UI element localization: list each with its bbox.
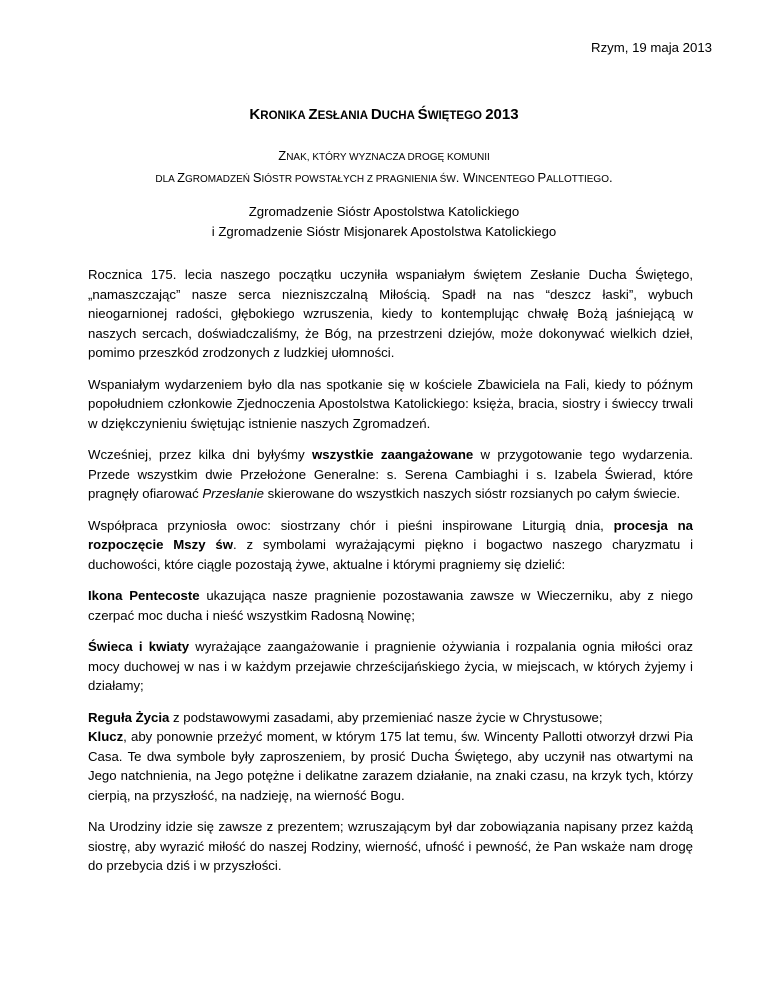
subtitle-l2-b: Z [177,170,186,185]
p6-text: wyrażające zaangażowanie i pragnienie ożywiania i rozpalania ognia miłości oraz mocy duchowej w nas i w każdym przejawie chrześcijańskiego życia, w miejscach, w których żyjemy i działamy; [88,639,693,693]
paragraph-5 [88,586,693,625]
paragraph-2: Wspaniałym wydarzeniem było dla nas spotkanie się w kościele Zbawiciela na Fali, kiedy to późnym popołudniem członkowie Zjednoczenia Apostolstwa Katolickiego: księża, bracia, siostry i świeccy trwali w dziękczynieniu świętując istnienie naszych Zgromadzeń. [88,376,693,431]
title-year: 2013 [485,106,519,123]
title-d-cap: D [370,106,382,123]
title-z-rest: ESŁANIA [317,110,371,122]
subtitle-l2-a: DLA [155,174,178,185]
subtitle-l2-h: P [537,170,547,185]
subtitle-l1-rest: NAK, KTÓRY WYZNACZA DROGĘ KOMUNII [286,152,490,163]
subtitle-l2-c: GROMADZEŃ [185,174,253,185]
subtitle-line-2 [0,168,768,190]
p3-text-a: Wcześniej, przez kilka dni byłyśmy [88,447,313,462]
title-s-rest: WIĘTEGO [427,110,486,122]
p7-bold: Reguła Życia [88,709,170,725]
p5-bold: Ikona Pentecoste [88,588,200,603]
title-z-cap: Z [308,106,318,123]
subtitle-l2-e: IÓSTR POWSTAŁYCH Z PRAGNIENIA ŚW [261,174,456,185]
title-d-rest: UCHA [381,110,418,122]
congregation-line-2: i Zgromadzenie Sióstr Misjonarek Apostolstwa Katolickiego [211,224,557,239]
p4-bold: procesja na rozpoczęcie Mszy św [88,517,693,552]
p6-bold: Świeca i kwiaty [88,639,190,654]
paragraph-7 [88,708,693,728]
paragraph-6 [88,637,693,696]
subtitle-l1-cap: Z [278,148,287,163]
subtitle-l2-g: INCENTEGO [475,174,538,185]
subtitle-line-1 [0,146,768,168]
p3-bold: wszystkie zaangażowane [312,447,474,462]
title-k-rest: RONIKA [260,110,309,122]
paragraph-8 [88,727,693,805]
p8-bold: Klucz [88,729,124,744]
subtitle-l2-j: . [608,170,613,185]
p5-text: ukazująca nasze pragnienie pozostawania zawsze w Wieczerniku, aby z niego czerpać moc ducha i nieść wszystkim Radosną Nowinę; [88,588,693,623]
document-date: Rzym, 19 maja 2013 [591,40,712,55]
title-k-cap: K [249,106,261,123]
p7-text: z podstawowymi zasadami, aby przemieniać nasze życie w Chrystusowe; [169,709,603,725]
p3-italic: Przesłanie [202,486,264,501]
subtitle-l2-d: S [252,170,262,185]
p8-text: , aby ponownie przeżyć moment, w którym 175 lat temu, św. Wincenty Pallotti otworzył drzwi Pia Casa. Te dwa symbole były zaproszeniem, by prosić Ducha Świętego, aby uczynił nas otwartymi na Jego natchnienia, na Jego potężne i delikatne zarazem działanie, na znaki czasu, na krzyk tych, którzy cierpią, na przyszłość, na nadzieję, na wierność Bogu. [88,729,693,803]
congregations-block [0,202,768,242]
paragraph-3 [88,445,693,504]
document-subtitle [0,146,768,190]
subtitle-l2-f: . W [455,170,476,185]
document-title [0,105,768,127]
congregation-line-1: Zgromadzenie Sióstr Apostolstwa Katolickiego [248,204,520,219]
paragraph-4 [88,516,693,575]
p3-text-c: w przygotowanie tego wydarzenia. Przede wszystkim dwie Przełożone Generalne: s. Serena Cambiaghi i s. Izabela Świerad, które pragnęły ofiarować [88,447,693,501]
p4-text-a: Współpraca przyniosła owoc: siostrzany chór i pieśni inspirowane Liturgią dnia, [88,517,614,533]
paragraph-9: Na Urodziny idzie się zawsze z prezentem; wzruszającym był dar zobowiązania napisany przez każdą siostrę, aby wyrazić miłość do naszej Rodziny, wierność, ufność i pewność, że Pan wskaże nam drogę do przebycia dziś i w przyszłości. [88,819,693,873]
subtitle-l2-i: ALLOTTIEGO [546,174,609,185]
document-body [88,265,693,888]
title-s-cap: Ś [417,106,428,123]
p4-text-c: . z symbolami wyrażającymi piękno i bogactwo naszego charyzmatu i duchowości, które ciągle pozostają żywe, aktualne i którymi pragniemy się dzielić: [88,537,693,572]
paragraph-1: Rocznica 175. lecia naszego początku uczyniła wspaniałym świętem Zesłanie Ducha Świętego, „namaszczając” nasze serca niezniszczalną Miłością. Spadł na nas “deszcz łaski”, wybuch nieogarnionej radości, głębokiego wzruszenia, kiedy to kontemplując chwałę Bożą jaśniejącą w naszych sercach, doświadczaliśmy, że Bóg, na przestrzeni dziejów, może dokonywać wielkich dzieł, pomimo przeszkód zrodzonych z ludzkiej ułomności. [88,267,693,360]
p3-text-e: skierowane do wszystkich naszych sióstr rozsianych po całym świecie. [263,486,681,501]
